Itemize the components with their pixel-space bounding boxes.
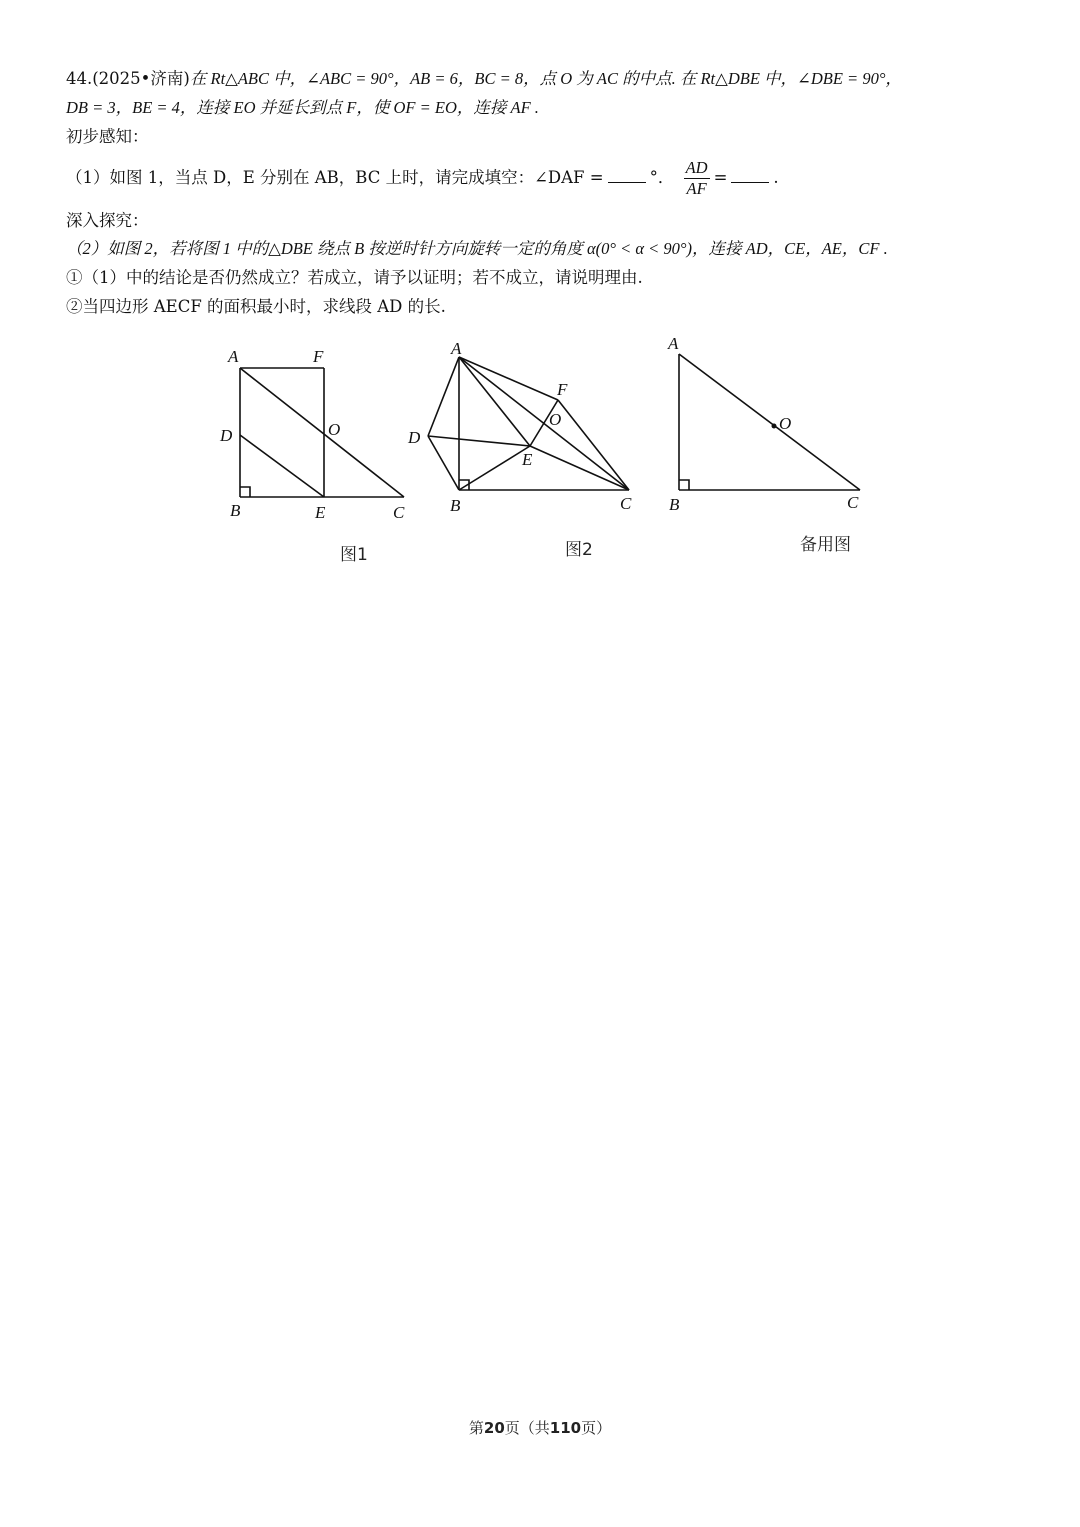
label-O: O [549, 410, 562, 429]
segment-FC [558, 400, 629, 490]
segment-AF [459, 357, 558, 400]
label-A: A [668, 334, 679, 353]
label-E: E [315, 503, 326, 522]
problem-statement-1: 在 Rt△ABC 中，∠ABC = 90°，AB = 6，BC = 8，点 O 为 AC 的中点. 在 Rt△DBE 中，∠DBE = 90°， [189, 69, 902, 88]
part2-question-1: ①（1）中的结论是否仍然成立？若成立，请予以证明；若不成立，请说明理由. [66, 268, 643, 287]
segment-AC [240, 368, 404, 497]
label-O: O [779, 414, 792, 433]
label-O: O [328, 420, 341, 439]
section-heading-2: 深入探究： [66, 211, 149, 230]
part1-blank-1 [608, 168, 646, 183]
segment-DE [240, 435, 324, 497]
part1-degree: °． [649, 168, 675, 187]
label-C: C [393, 503, 405, 522]
label-A: A [228, 347, 239, 366]
figure-backup-caption: 备用图 [800, 535, 851, 555]
label-F: F [557, 380, 568, 399]
label-A: A [451, 339, 462, 358]
part2-question-2: ②当四边形 AECF 的面积最小时，求线段 AD 的长. [66, 297, 446, 316]
figure-backup [660, 330, 870, 520]
part1-equals: = [713, 168, 728, 187]
problem-source: (2025•济南) [92, 69, 190, 88]
problem-number: 44. [66, 69, 93, 88]
segment-AD [428, 357, 459, 436]
problem-line-2 [66, 97, 539, 119]
problem-statement-2: DB = 3，BE = 4，连接 EO 并延长到点 F，使 OF = EO，连接 AF . [66, 98, 539, 117]
page-footer [0, 1417, 1080, 1438]
problem-line-1 [66, 68, 902, 90]
footer-prefix: 第 [468, 1419, 484, 1437]
segment-DB [428, 436, 459, 490]
part1-line [66, 158, 779, 199]
label-C: C [847, 493, 859, 512]
figure-1-caption: 图1 [340, 545, 368, 565]
right-angle-mark [679, 480, 689, 490]
fraction-denominator: AF [686, 179, 707, 198]
footer-suffix: 页） [581, 1419, 612, 1437]
part1-fraction [684, 158, 710, 199]
fraction-numerator: AD [685, 158, 708, 177]
part2-line [66, 238, 888, 260]
segment-EC [530, 446, 629, 490]
part2-text: （2）如图 2，若将图 1 中的△DBE 绕点 B 按逆时针方向旋转一定的角度 α(0° < α < 90°)，连接 AD，CE，AE，CF . [66, 239, 888, 258]
section-heading-1: 初步感知： [66, 127, 149, 146]
segment-AC [679, 354, 860, 490]
label-B: B [230, 501, 241, 520]
footer-middle: 页（共 [504, 1419, 550, 1437]
label-E: E [522, 450, 533, 469]
part1-blank-2 [731, 168, 769, 183]
point-O-dot [772, 424, 777, 429]
label-B: B [669, 495, 680, 514]
figure-1 [210, 340, 420, 530]
right-angle-mark [240, 487, 250, 497]
footer-page-number: 20 [483, 1419, 505, 1437]
label-C: C [620, 494, 632, 513]
segment-AE [459, 357, 530, 446]
label-D: D [408, 428, 421, 447]
label-D: D [220, 426, 233, 445]
figure-2 [400, 335, 650, 525]
figure-2-caption: 图2 [565, 540, 593, 560]
part1-prefix: （1）如图 1，当点 D，E 分别在 AB，BC 上时，请完成填空：∠DAF = [66, 168, 604, 187]
segment-DE [428, 436, 530, 446]
footer-total-pages: 110 [549, 1419, 582, 1437]
label-F: F [313, 347, 324, 366]
part1-end: . [773, 168, 779, 187]
label-B: B [450, 496, 461, 515]
